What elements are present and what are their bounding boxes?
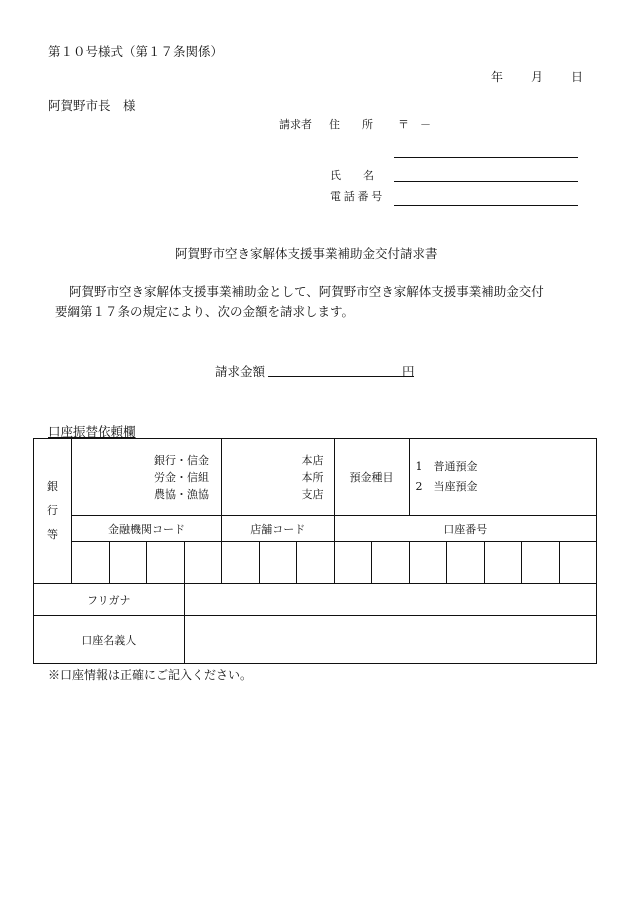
account-holder-field[interactable]: [184, 616, 597, 664]
account-number-digit[interactable]: [372, 542, 410, 584]
address-label: 住 所: [329, 118, 373, 131]
branch-code-label: 店舗コード: [222, 516, 335, 542]
furigana-label: フリガナ: [34, 584, 185, 616]
account-number-digit[interactable]: [484, 542, 522, 584]
deposit-type-options[interactable]: [409, 439, 597, 516]
account-number-digit[interactable]: [522, 542, 560, 584]
account-number-digit[interactable]: [409, 542, 447, 584]
amount-unit: 円: [402, 364, 415, 379]
date-day-label: 日: [571, 70, 584, 84]
bank-type-agri: 農協・漁協: [154, 487, 209, 501]
institution-code-digit[interactable]: [72, 542, 110, 584]
name-label: 氏 名: [330, 169, 374, 182]
branch-name-field[interactable]: [222, 439, 335, 516]
institution-code-digit[interactable]: [147, 542, 185, 584]
addressee: 阿賀野市長 様: [48, 98, 136, 113]
account-number-digit[interactable]: [447, 542, 485, 584]
branch-code-digit[interactable]: [222, 542, 260, 584]
branch-type-main: 本店: [301, 453, 324, 467]
account-number-digit[interactable]: [334, 542, 372, 584]
bank-label-cell: [34, 439, 72, 584]
amount-field-line[interactable]: [268, 376, 414, 377]
bank-label-char: 等: [47, 528, 58, 541]
bank-label-char: 行: [47, 504, 58, 517]
account-section-heading: 口座振替依頼欄: [48, 424, 136, 439]
branch-type-branch: 支店: [301, 487, 324, 501]
account-number-digit[interactable]: [559, 542, 597, 584]
bank-name-field[interactable]: [72, 439, 222, 516]
furigana-field[interactable]: [184, 584, 597, 616]
branch-code-digit[interactable]: [297, 542, 335, 584]
document-title: 阿賀野市空き家解体支援事業補助金交付請求書: [175, 246, 438, 261]
form-number: 第１０号様式（第１７条関係）: [48, 44, 224, 59]
deposit-type-label: 預金種目: [334, 439, 409, 516]
bank-type-labor: 労金・信組: [154, 470, 209, 484]
postal-mark: 〒 －: [398, 118, 431, 131]
phone-field-line[interactable]: [394, 205, 578, 206]
date-month-label: 月: [531, 70, 544, 84]
bank-label-char: 銀: [47, 480, 58, 493]
address-field-line[interactable]: [394, 157, 578, 158]
account-table: [33, 438, 597, 664]
phone-label: 電話番号: [330, 190, 385, 203]
amount-label: 請求金額: [215, 364, 266, 379]
footnote: ※口座情報は正確にご記入ください。: [48, 668, 253, 682]
applicant-label: 請求者: [279, 118, 312, 131]
branch-code-digit[interactable]: [259, 542, 297, 584]
body-line-1: 阿賀野市空き家解体支援事業補助金として、阿賀野市空き家解体支援事業補助金交付: [69, 284, 544, 299]
deposit-option-ordinary: 1 普通預金: [415, 460, 478, 473]
bank-type-bank: 銀行・信金: [154, 453, 209, 467]
account-holder-label: 口座名義人: [34, 616, 185, 664]
date-year-label: 年: [491, 70, 504, 84]
institution-code-label: 金融機関コード: [72, 516, 222, 542]
body-line-2: 要綱第１７条の規定により、次の金額を請求します。: [55, 304, 355, 319]
institution-code-digit[interactable]: [109, 542, 147, 584]
account-number-label: 口座番号: [334, 516, 597, 542]
deposit-option-current: 2 当座預金: [415, 480, 478, 493]
name-field-line[interactable]: [394, 181, 578, 182]
branch-type-head: 本所: [301, 470, 324, 484]
institution-code-digit[interactable]: [184, 542, 222, 584]
